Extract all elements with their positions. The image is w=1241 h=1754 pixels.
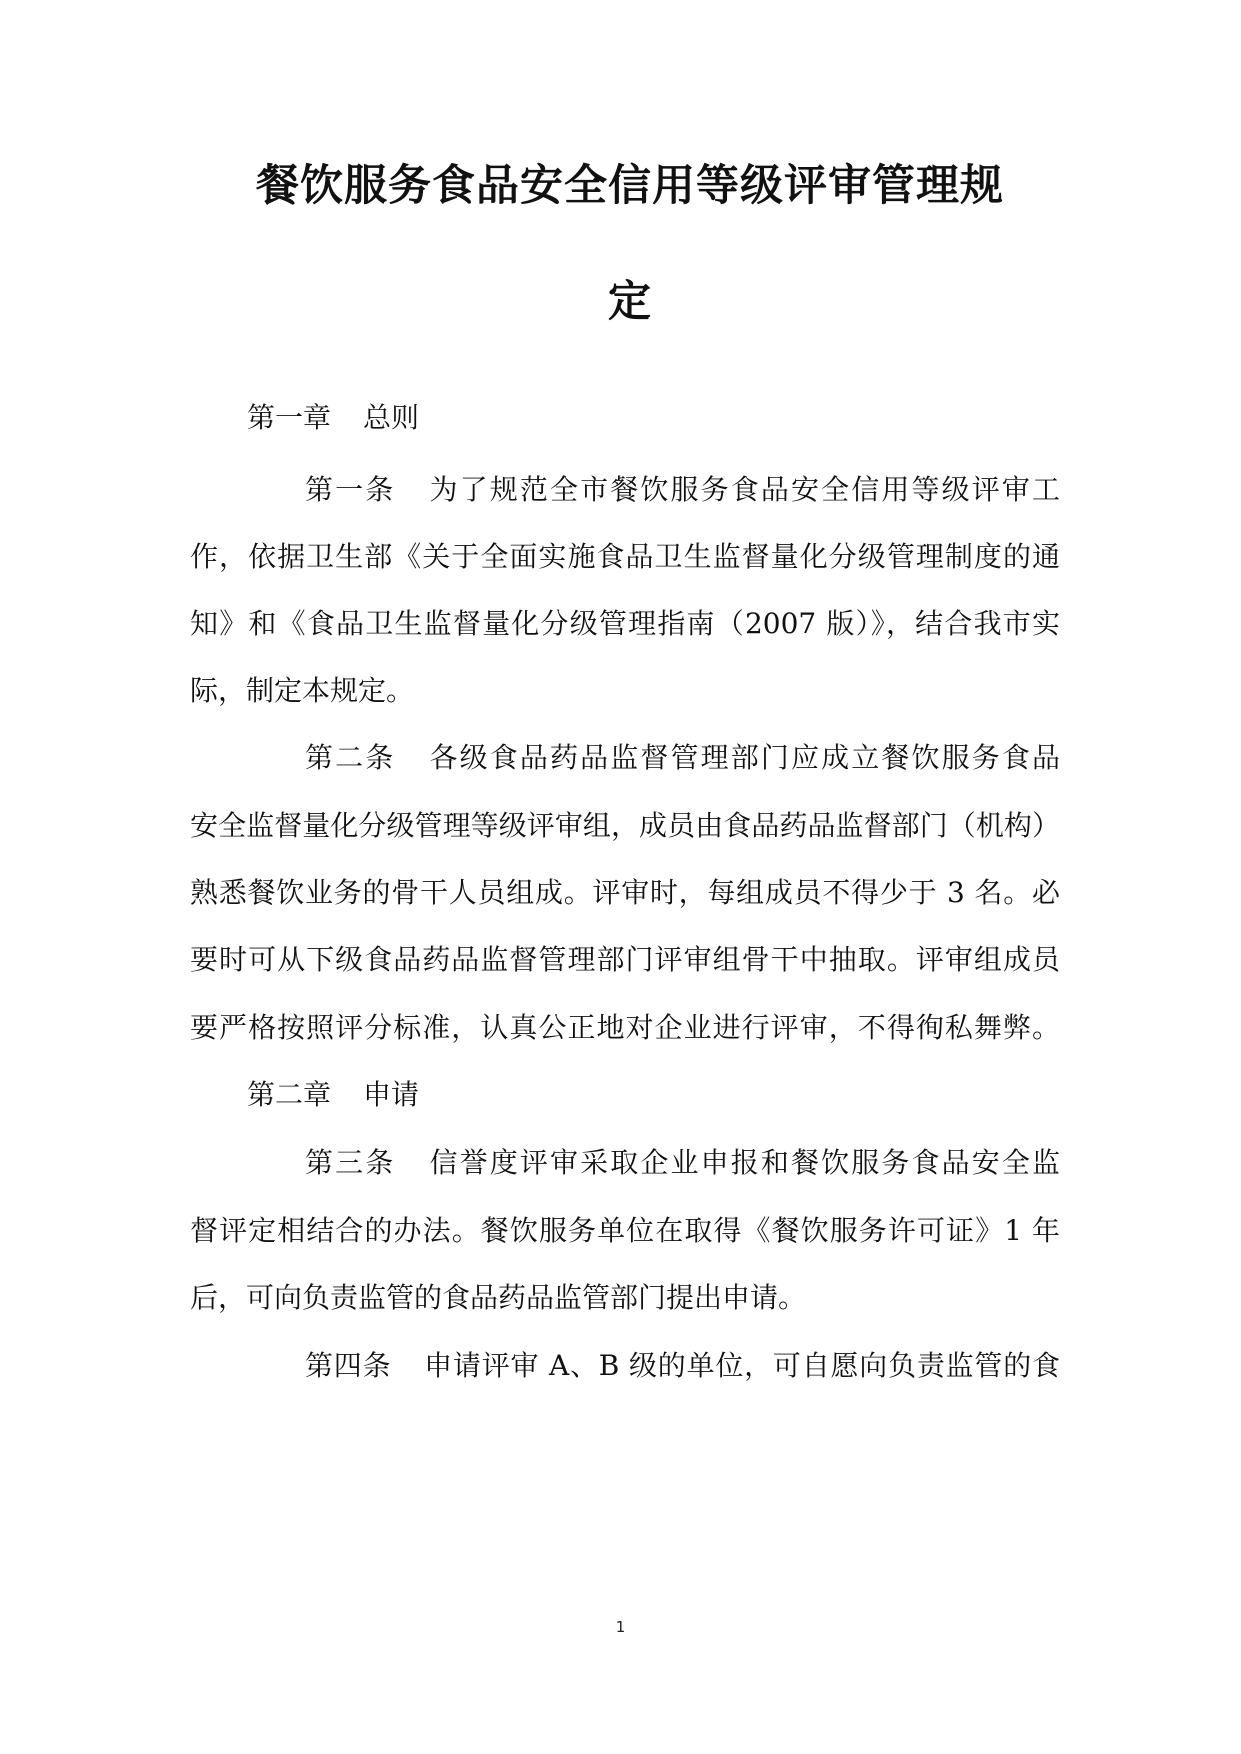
paragraph-text: 各级食品药品监督管理部门应成立餐饮服务食品	[427, 741, 1060, 774]
chapter-heading	[247, 1075, 419, 1115]
chapter-number: 第一章	[247, 401, 332, 434]
article-first-line	[305, 470, 1060, 510]
paragraph-line: 后，可向负责监管的食品药品监管部门提出申请。	[190, 1281, 807, 1314]
paragraph-text: 信誉度评审采取企业申报和餐饮服务食品安全监	[427, 1146, 1060, 1179]
chapter-title: 总则	[363, 401, 420, 434]
document-title-line-1: 餐饮服务食品安全信用等级评审管理规	[256, 161, 1004, 211]
chapter-heading	[247, 398, 419, 438]
paragraph-line: 督评定相结合的办法。餐饮服务单位在取得《餐饮服务许可证》1 年	[190, 1214, 1060, 1247]
article-number: 第四条	[305, 1349, 392, 1382]
paragraph-text: 为了规范全市餐饮服务食品安全信用等级评审工	[427, 473, 1060, 506]
paragraph-line: 熟悉餐饮业务的骨干人员组成。评审时，每组成员不得少于 3 名。必	[190, 876, 1060, 909]
paragraph-line: 知》和《食品卫生监督量化分级管理指南（2007 版）》，结合我市实	[190, 607, 1060, 640]
article-first-line	[305, 738, 1060, 778]
article-first-line	[305, 1346, 1060, 1386]
paragraph-line: 要严格按照评分标准，认真公正地对企业进行评审，不得徇私舞弊。	[190, 1011, 1060, 1044]
article-number: 第三条	[305, 1146, 396, 1179]
document-title-line-2: 定	[608, 277, 652, 327]
article-first-line	[305, 1143, 1060, 1183]
paragraph-line: 作，依据卫生部《关于全面实施食品卫生监督量化分级管理制度的通	[190, 540, 1060, 573]
paragraph-line: 要时可从下级食品药品监督管理部门评审组骨干中抽取。评审组成员	[190, 943, 1060, 976]
article-number: 第一条	[305, 473, 396, 506]
chapter-number: 第二章	[247, 1078, 332, 1111]
paragraph-text: 申请评审 A、B 级的单位，可自愿向负责监管的食	[423, 1349, 1060, 1382]
paragraph-line: 际，制定本规定。	[190, 674, 415, 707]
article-number: 第二条	[305, 741, 396, 774]
page-number: 1	[615, 1618, 626, 1636]
paragraph-line: 安全监督量化分级管理等级评审组，成员由食品药品监督部门（机构）	[190, 809, 1060, 842]
chapter-title: 申请	[363, 1078, 420, 1111]
